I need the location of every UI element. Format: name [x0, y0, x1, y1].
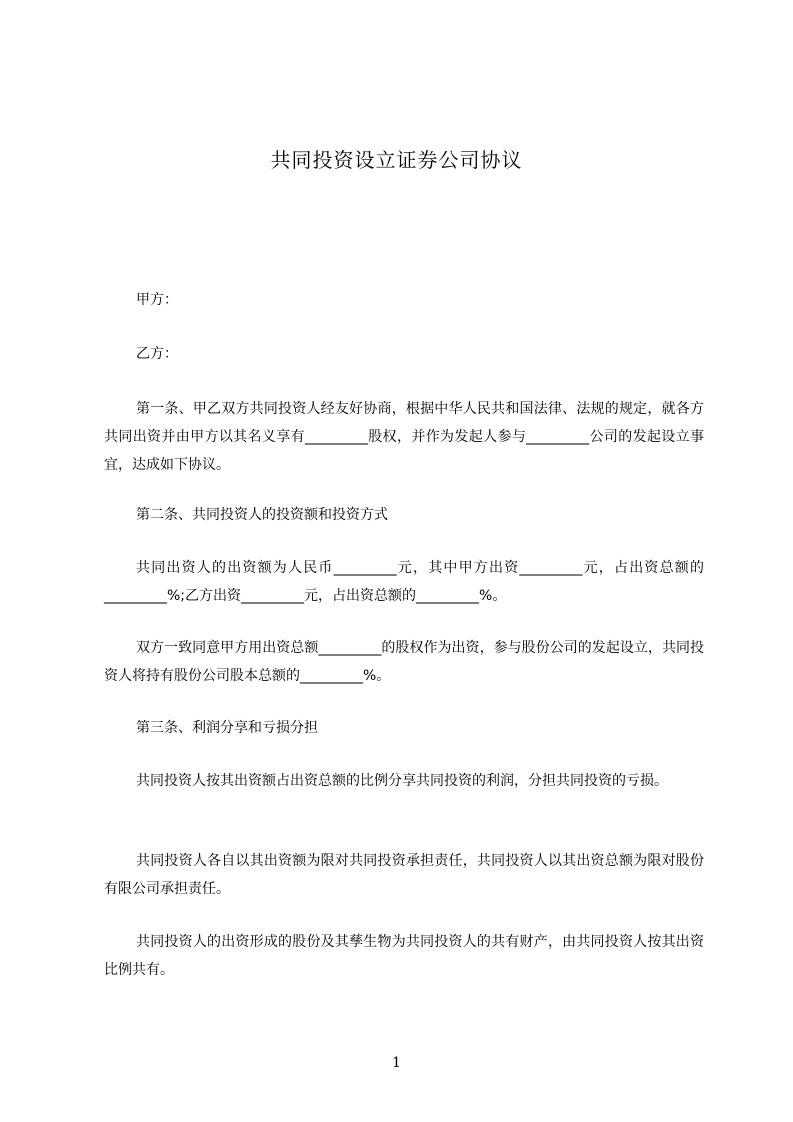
profit-loss-paragraph: 共同投资人按其出资额占出资总额的比例分享共同投资的利润，分担共同投资的亏损。 [136, 773, 668, 789]
party-b-label: 乙方： [136, 346, 178, 362]
party-a-label: 甲方： [136, 292, 178, 308]
page-number: 1 [392, 1055, 401, 1071]
investment-amount-paragraph: 共同出资人的出资额为人民币_________元，其中甲方出资_________元，占出资总额的_________%;乙方出资_________元，占出资总额的_________%。 [104, 560, 704, 604]
document-title: 共同投资设立证券公司协议 [270, 148, 523, 172]
article-3-heading: 第三条、利润分享和亏损分担 [136, 720, 318, 736]
joint-property-paragraph: 共同投资人的出资形成的股份及其孳生物为共同投资人的共有财产，由共同投资人按其出资比例共有。 [104, 934, 704, 978]
liability-paragraph: 共同投资人各自以其出资额为限对共同投资承担责任，共同投资人以其出资总额为限对股份有限公司承担责任。 [104, 853, 704, 897]
article-2-heading: 第二条、共同投资人的投资额和投资方式 [136, 507, 388, 523]
equity-contribution-paragraph: 双方一致同意甲方用出资总额_________的股权作为出资，参与股份公司的发起设立，共同投资人将持有股份公司股本总额的_________%。 [104, 640, 704, 684]
article-1-paragraph: 第一条、甲乙双方共同投资人经友好协商，根据中华人民共和国法律、法规的规定，就各方共同出资并由甲方以其名义享有_________股权，并作为发起人参与_________公司的发起设立事宜，达成如下协议。 [104, 401, 704, 473]
